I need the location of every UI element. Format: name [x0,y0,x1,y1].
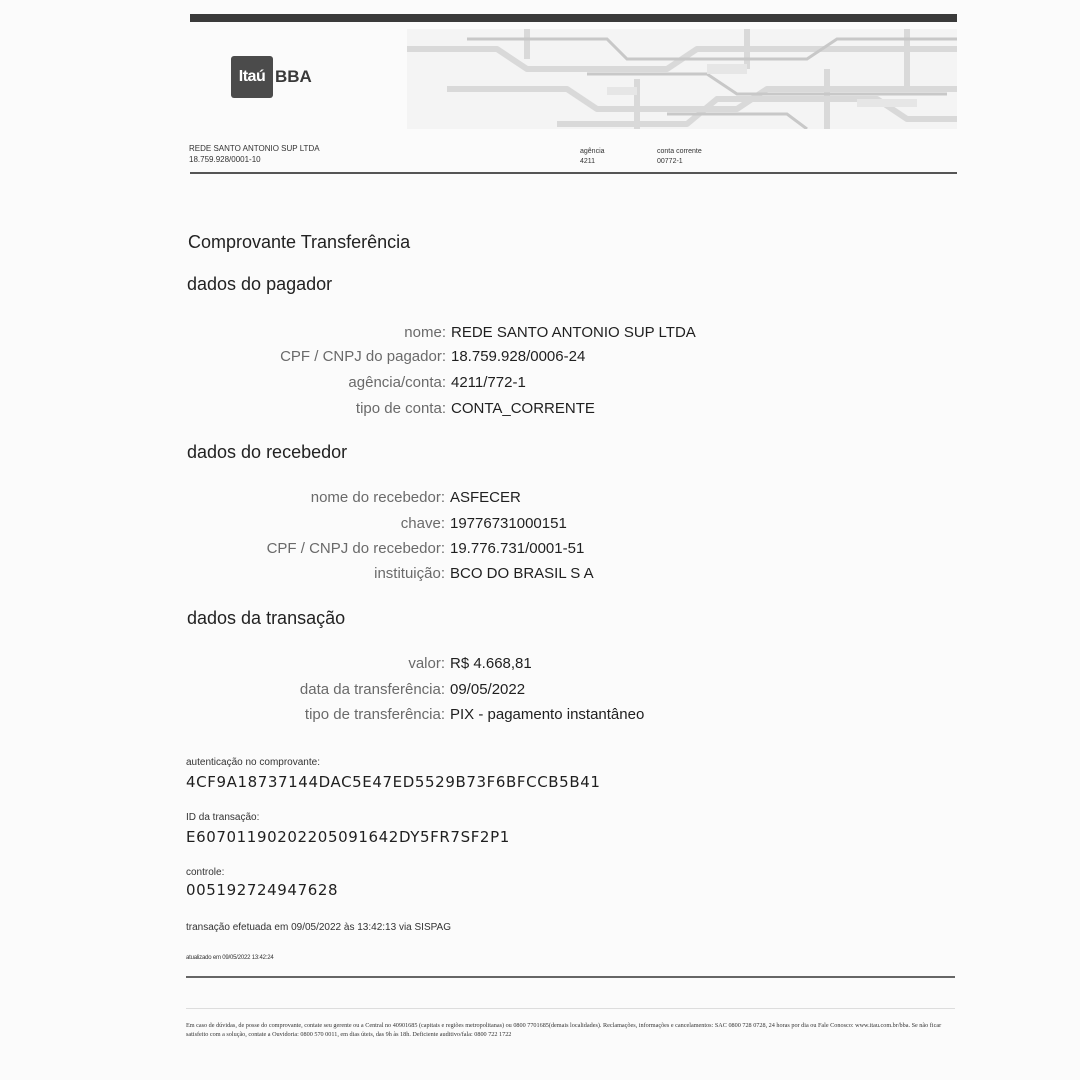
auth-value: 4CF9A18737144DAC5E47ED5529B73F6BFCCB5B41 [186,773,601,791]
field-value: ASFECER [450,489,521,506]
field-value: 19.776.731/0001-51 [450,540,585,557]
field-label: tipo de transferência: [304,706,445,723]
itau-bba-logo [231,56,312,98]
field-value: REDE SANTO ANTONIO SUP LTDA [451,324,696,341]
payer-account-type-row [186,400,966,422]
header-top-bar [190,14,957,22]
agencia-value: 4211 [580,158,596,165]
receiver-name-row [186,489,966,511]
conta-label: conta corrente [657,148,702,155]
transaction-section-title: dados da transação [187,608,346,628]
account-company-name: REDE SANTO ANTONIO SUP LTDA [189,144,320,153]
field-label: chave: [400,515,445,532]
account-agencia [580,147,605,167]
transaction-id-value: E60701190202205091642DY5FR7SF2P1 [186,828,510,846]
field-value: CONTA_CORRENTE [451,400,595,417]
header-divider [190,172,957,174]
receiver-section-title: dados do recebedor [187,442,348,462]
receiver-key-row [186,515,966,537]
payer-account-row [186,374,966,396]
itau-logo-box: Itaú [231,56,273,98]
footer-disclaimer: Em caso de dúvidas, de posse do comprovante, contate seu gerente ou a Central no 40901685 (capitais e regiões metropolitanas) ou 0800 7701685(demais localidades). Reclamações, informações e cancelamentos: SAC 0800 728 0728, 24 horas por dia ou Fale Conosco: www.itau.com.br/bba. Se não ficar satisfeito com a solução, contate a Ouvidoria: 0800 570 0011, em dias úteis, das 9h às 18h. Deficiente auditivo/fala: 0800 722 1722 [186,1022,942,1038]
field-label: instituição: [374,565,445,582]
agencia-label: agência [580,148,605,155]
field-label: valor: [408,655,445,672]
field-value: 18.759.928/0006-24 [451,348,586,365]
field-value: PIX - pagamento instantâneo [450,706,645,723]
account-company-cnpj: 18.759.928/0001-10 [189,155,261,164]
field-label: CPF / CNPJ do pagador: [280,348,446,365]
field-label: nome: [404,324,446,341]
account-holder [189,143,320,165]
executed-line: transação efetuada em 09/05/2022 às 13:42:13 via SISPAG [186,922,451,933]
field-label: nome do recebedor: [310,489,445,506]
transaction-id-label: ID da transação: [186,812,260,823]
auth-label: autenticação no comprovante: [186,757,320,768]
field-label: agência/conta: [348,374,446,391]
bba-logo-text: BBA [275,67,312,86]
control-value: 005192724947628 [186,881,339,899]
field-label: data da transferência: [299,681,445,698]
field-label: CPF / CNPJ do recebedor: [266,540,445,557]
footer-divider-thin [186,1008,955,1009]
field-value: 4211/772-1 [451,374,526,391]
field-value: 09/05/2022 [450,681,526,698]
receiver-institution-row [186,565,966,587]
transaction-value-row [186,655,966,677]
receiver-cnpj-row [186,540,966,562]
field-value: 19776731000151 [450,515,567,532]
transaction-type-row [186,706,966,728]
payer-name-row [186,324,966,346]
account-conta [657,147,702,167]
document-title: Comprovante Transferência [188,232,411,252]
payer-section-title: dados do pagador [187,274,333,294]
field-value: R$ 4.668,81 [450,655,532,672]
field-label: tipo de conta: [355,400,446,417]
conta-value: 00772-1 [657,158,683,165]
footer-divider [186,976,955,978]
field-value: BCO DO BRASIL S A [450,565,594,582]
header-banner-pattern [407,29,957,129]
updated-line: atualizado em 09/05/2022 13:42:24 [186,955,274,961]
payer-cnpj-row [186,348,966,370]
transaction-date-row [186,681,966,703]
control-label: controle: [186,867,225,878]
